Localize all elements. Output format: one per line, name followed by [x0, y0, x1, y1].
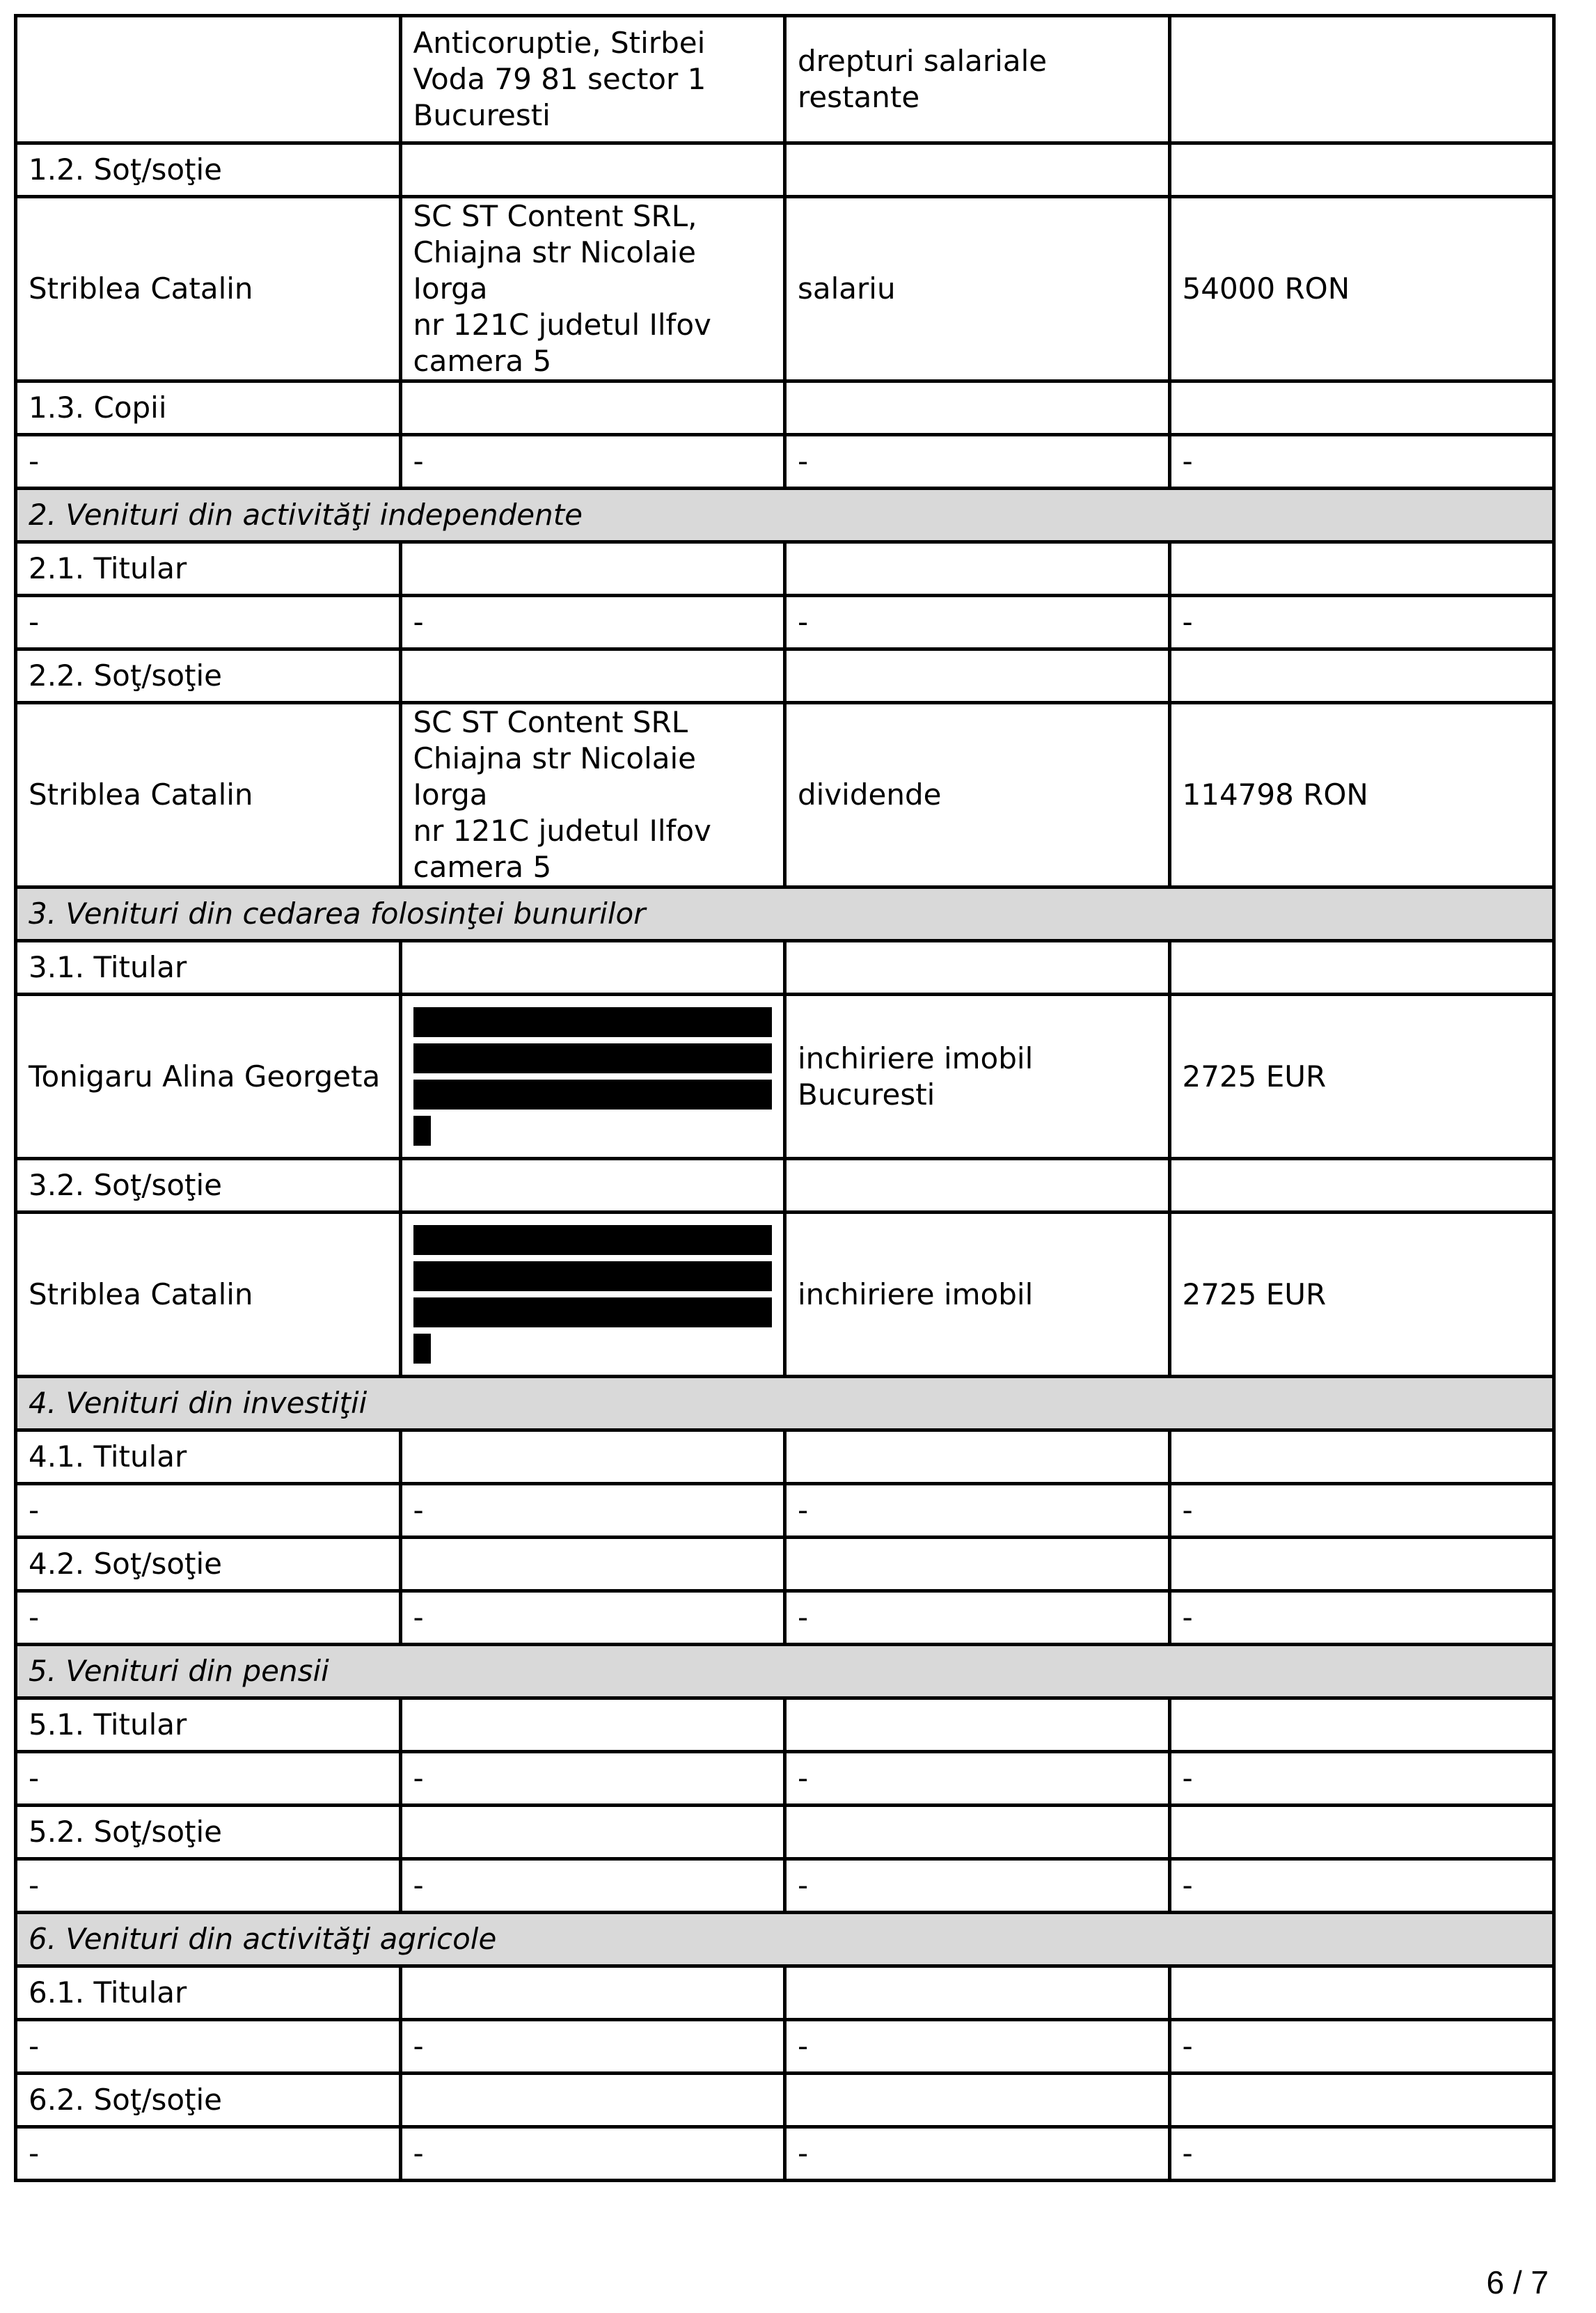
table-cell: - — [400, 1484, 785, 1538]
table-row — [16, 1430, 1554, 1484]
table-cell — [785, 941, 1170, 995]
table-cell: - — [785, 1484, 1170, 1538]
table-cell — [785, 2074, 1170, 2127]
table-cell: - — [400, 596, 785, 649]
table-row — [16, 435, 1554, 489]
page-number: 6 / 7 — [1486, 2264, 1549, 2300]
table-cell: 5.1. Titular — [16, 1698, 401, 1752]
table-cell: - — [400, 1591, 785, 1645]
table-cell: - — [400, 1752, 785, 1806]
table-cell: 5.2. Soţ/soţie — [16, 1806, 401, 1859]
table-row — [16, 596, 1554, 649]
redaction-bar — [413, 1043, 773, 1073]
table-cell: Anticoruptie, Stirbei Voda 79 81 sector 1 Bucuresti — [400, 16, 785, 143]
table-cell — [1169, 1698, 1554, 1752]
table-row — [16, 1859, 1554, 1913]
table-cell — [785, 1966, 1170, 2020]
table-cell — [1169, 143, 1554, 197]
table-cell: - — [16, 435, 401, 489]
table-cell — [400, 1698, 785, 1752]
table-cell — [1169, 1538, 1554, 1591]
table-cell: - — [785, 2020, 1170, 2074]
section-header-row — [16, 887, 1554, 941]
table-cell — [400, 542, 785, 596]
redaction-bar — [413, 1116, 431, 1146]
table-row — [16, 1966, 1554, 2020]
table-row — [16, 16, 1554, 143]
table-row — [16, 143, 1554, 197]
table-cell: 1.3. Copii — [16, 381, 401, 435]
table-row — [16, 941, 1554, 995]
table-cell: 2725 EUR — [1169, 1213, 1554, 1377]
table-cell: - — [1169, 1591, 1554, 1645]
table-cell: - — [785, 1591, 1170, 1645]
table-cell: 114798 RON — [1169, 703, 1554, 887]
table-row — [16, 1159, 1554, 1213]
table-cell — [1169, 1159, 1554, 1213]
table-row — [16, 1538, 1554, 1591]
table-cell: - — [785, 435, 1170, 489]
table-cell: - — [16, 2020, 401, 2074]
table-row — [16, 995, 1554, 1159]
table-row — [16, 1591, 1554, 1645]
table-row — [16, 1213, 1554, 1377]
table-cell — [785, 143, 1170, 197]
table-row — [16, 649, 1554, 703]
redaction-bar — [413, 1080, 773, 1110]
table-cell — [1169, 542, 1554, 596]
table-cell: - — [785, 1752, 1170, 1806]
redaction-bar — [413, 1225, 773, 1255]
redaction-bar — [413, 1261, 773, 1291]
table-cell: Striblea Catalin — [16, 703, 401, 887]
section-header: 6. Venituri din activităţi agricole — [16, 1913, 1554, 1966]
table-cell — [785, 1538, 1170, 1591]
table-cell: - — [785, 596, 1170, 649]
table-cell — [400, 1159, 785, 1213]
table-cell — [785, 649, 1170, 703]
table-cell — [785, 381, 1170, 435]
table-cell: Striblea Catalin — [16, 1213, 401, 1377]
section-header: 4. Venituri din investiţii — [16, 1377, 1554, 1430]
table-cell: - — [16, 1591, 401, 1645]
section-header: 3. Venituri din cedarea folosinţei bunurilor — [16, 887, 1554, 941]
table-cell: - — [16, 1484, 401, 1538]
table-cell — [400, 381, 785, 435]
redaction-block — [413, 1003, 773, 1150]
table-cell: SC ST Content SRL, Chiajna str Nicolaie Iorga nr 121C judetul Ilfov camera 5 — [400, 197, 785, 381]
redaction-bar — [413, 1007, 773, 1037]
redaction-bar — [413, 1334, 431, 1364]
table-cell — [1169, 649, 1554, 703]
table-cell — [785, 1159, 1170, 1213]
table-cell — [400, 649, 785, 703]
table-cell — [1169, 941, 1554, 995]
table-cell: - — [16, 596, 401, 649]
table-cell — [400, 1966, 785, 2020]
table-cell: dividende — [785, 703, 1170, 887]
table-cell: inchiriere imobil Bucuresti — [785, 995, 1170, 1159]
table-cell: 6.1. Titular — [16, 1966, 401, 2020]
section-header-row — [16, 489, 1554, 542]
table-row — [16, 1484, 1554, 1538]
table-cell: SC ST Content SRL Chiajna str Nicolaie Iorga nr 121C judetul Ilfov camera 5 — [400, 703, 785, 887]
table-cell: - — [16, 1752, 401, 1806]
table-row — [16, 381, 1554, 435]
table-cell — [785, 1430, 1170, 1484]
redaction-block — [413, 1221, 773, 1368]
section-header-row — [16, 1913, 1554, 1966]
table-cell — [400, 1806, 785, 1859]
table-cell — [400, 1538, 785, 1591]
table-cell: - — [1169, 2127, 1554, 2181]
table-cell: - — [785, 1859, 1170, 1913]
income-declaration-table — [14, 14, 1556, 2182]
table-cell: 4.1. Titular — [16, 1430, 401, 1484]
table-body — [16, 16, 1554, 2181]
table-cell — [785, 542, 1170, 596]
table-cell — [1169, 2074, 1554, 2127]
redaction-bar — [413, 1297, 773, 1327]
table-cell: - — [400, 1859, 785, 1913]
section-header-row — [16, 1377, 1554, 1430]
section-header: 5. Venituri din pensii — [16, 1645, 1554, 1698]
table-row — [16, 2020, 1554, 2074]
table-cell: - — [1169, 1484, 1554, 1538]
table-cell: 2.1. Titular — [16, 542, 401, 596]
table-cell: - — [400, 2127, 785, 2181]
table-cell: 4.2. Soţ/soţie — [16, 1538, 401, 1591]
table-cell: - — [1169, 2020, 1554, 2074]
table-cell: - — [400, 435, 785, 489]
table-cell — [1169, 16, 1554, 143]
table-row — [16, 2127, 1554, 2181]
redacted-cell — [400, 995, 785, 1159]
table-row — [16, 1698, 1554, 1752]
table-cell: Tonigaru Alina Georgeta — [16, 995, 401, 1159]
table-cell: - — [1169, 435, 1554, 489]
table-cell — [400, 2074, 785, 2127]
table-cell — [1169, 1806, 1554, 1859]
table-cell: 1.2. Soţ/soţie — [16, 143, 401, 197]
table-cell: Striblea Catalin — [16, 197, 401, 381]
table-cell — [785, 1806, 1170, 1859]
table-cell: - — [785, 2127, 1170, 2181]
table-row — [16, 1806, 1554, 1859]
table-cell: - — [16, 2127, 401, 2181]
table-cell — [400, 941, 785, 995]
table-cell — [400, 1430, 785, 1484]
table-cell: 2.2. Soţ/soţie — [16, 649, 401, 703]
table-cell: 2725 EUR — [1169, 995, 1554, 1159]
table-cell: 3.2. Soţ/soţie — [16, 1159, 401, 1213]
table-cell: inchiriere imobil — [785, 1213, 1170, 1377]
table-cell — [400, 143, 785, 197]
table-cell: 3.1. Titular — [16, 941, 401, 995]
table-cell — [1169, 381, 1554, 435]
table-row — [16, 542, 1554, 596]
section-header-row — [16, 1645, 1554, 1698]
table-cell: 6.2. Soţ/soţie — [16, 2074, 401, 2127]
table-row — [16, 2074, 1554, 2127]
table-cell: - — [16, 1859, 401, 1913]
table-cell: - — [400, 2020, 785, 2074]
table-cell — [1169, 1966, 1554, 2020]
table-cell — [16, 16, 401, 143]
table-cell — [1169, 1430, 1554, 1484]
section-header: 2. Venituri din activităţi independente — [16, 489, 1554, 542]
redacted-cell — [400, 1213, 785, 1377]
table-row — [16, 703, 1554, 887]
table-cell: - — [1169, 596, 1554, 649]
table-cell: - — [1169, 1859, 1554, 1913]
table-cell — [785, 1698, 1170, 1752]
table-row — [16, 1752, 1554, 1806]
table-cell: - — [1169, 1752, 1554, 1806]
table-cell: 54000 RON — [1169, 197, 1554, 381]
table-cell: salariu — [785, 197, 1170, 381]
table-row — [16, 197, 1554, 381]
table-cell: drepturi salariale restante — [785, 16, 1170, 143]
